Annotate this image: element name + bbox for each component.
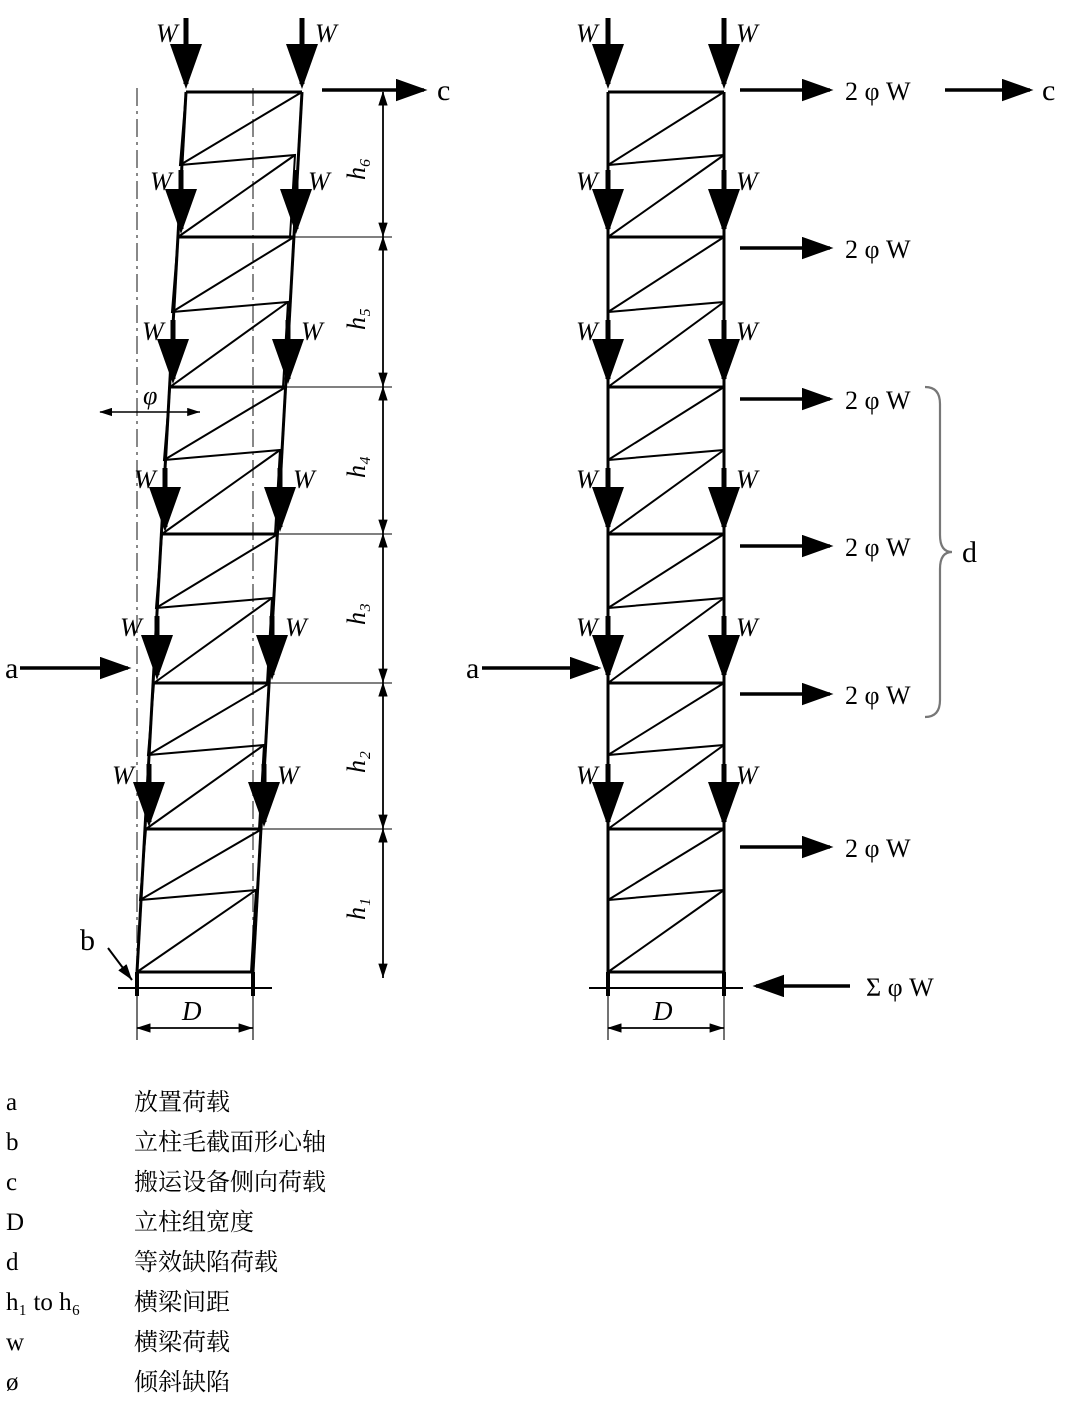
legend-row: [0, 1362, 1080, 1402]
horizontal-load-label: 2 φ W: [845, 235, 911, 264]
legend-description: 立柱毛截面形心轴: [134, 1129, 326, 1156]
horizontal-load-label: 2 φ W: [845, 681, 911, 710]
bay-height-label-h4: h₄: [342, 455, 371, 478]
legend-description: 放置荷载: [134, 1089, 230, 1116]
bay-height-labels: [342, 158, 371, 920]
callout-b-arrow: [108, 948, 132, 980]
bay-height-label-h5: h₅: [342, 307, 371, 330]
legend-row: [0, 1282, 1080, 1322]
left-frame: [5, 18, 450, 1040]
load-label-w: W: [576, 317, 598, 346]
legend-row: [0, 1242, 1080, 1282]
legend-description: 等效缺陷荷载: [134, 1249, 278, 1276]
load-label-w: W: [277, 761, 299, 790]
load-label-w: W: [736, 167, 758, 196]
load-label-w: W: [736, 465, 758, 494]
load-label-w: W: [736, 761, 758, 790]
legend-key: d: [6, 1249, 19, 1276]
horizontal-load-label: 2 φ W: [845, 386, 911, 415]
width-dimension-left: [137, 996, 253, 1040]
load-label-w: W: [736, 317, 758, 346]
bay-height-label-h2: h₂: [342, 750, 371, 773]
base-supports-right: [589, 972, 743, 996]
legend-description: 立柱组宽度: [134, 1209, 254, 1236]
width-label-left: D: [182, 996, 202, 1026]
load-label-w: W: [315, 19, 337, 48]
right-frame: [466, 18, 1055, 1040]
width-dimension-right: [608, 996, 724, 1040]
load-label-w: W: [576, 465, 598, 494]
legend-description: 横梁间距: [134, 1289, 230, 1316]
load-label-w: W: [293, 465, 315, 494]
callout-c-left: c: [437, 74, 451, 107]
horizontal-load-label: 2 φ W: [845, 834, 911, 863]
base-supports-left: [118, 972, 272, 996]
callout-d: d: [962, 536, 977, 569]
legend: [0, 1082, 1080, 1402]
legend-key: b: [6, 1129, 19, 1156]
horizontal-load-label: 2 φ W: [845, 533, 911, 562]
legend-row: [0, 1202, 1080, 1242]
legend-description: 搬运设备侧向荷载: [134, 1169, 326, 1196]
legend-description: 横梁荷载: [134, 1329, 230, 1356]
load-label-w: W: [736, 613, 758, 642]
right-frame-load-labels: [576, 19, 760, 790]
load-label-w: W: [308, 167, 330, 196]
callout-b-left: b: [80, 924, 95, 957]
callout-c-right: c: [1042, 74, 1056, 107]
callout-a-left: a: [5, 652, 19, 685]
load-label-w: W: [112, 761, 134, 790]
bay-height-label-h1: h₁: [342, 897, 371, 920]
legend-key: c: [6, 1169, 18, 1196]
legend-key: w: [6, 1329, 25, 1356]
horizontal-load-label: 2 φ W: [845, 77, 911, 106]
phi-label: φ: [143, 381, 158, 410]
legend-key: D: [6, 1209, 25, 1236]
bracing-right: [608, 92, 724, 972]
base-reaction-label: Σ φ W: [866, 973, 934, 1002]
load-label-w: W: [576, 613, 598, 642]
load-label-w: W: [301, 317, 323, 346]
legend-key: a: [6, 1089, 18, 1116]
legend-key: ø: [6, 1369, 19, 1396]
legend-key: h₁ to h₆: [6, 1289, 81, 1316]
load-label-w: W: [285, 613, 307, 642]
legend-description: 倾斜缺陷: [134, 1369, 230, 1396]
load-label-w: W: [576, 167, 598, 196]
legend-row: [0, 1322, 1080, 1362]
bay-height-dimensions: [262, 92, 392, 978]
load-label-w: W: [150, 167, 172, 196]
width-label-right: D: [653, 996, 673, 1026]
vertical-loads-right: [608, 18, 724, 822]
callout-a-right: a: [466, 652, 480, 685]
legend-row: [0, 1162, 1080, 1202]
legend-row: [0, 1122, 1080, 1162]
load-label-w: W: [576, 19, 598, 48]
load-label-w: W: [576, 761, 598, 790]
bay-height-label-h3: h₃: [342, 602, 371, 625]
load-label-w: W: [134, 465, 156, 494]
load-label-w: W: [736, 19, 758, 48]
bay-height-label-h6: h₆: [342, 157, 371, 180]
horizontal-load-labels: [845, 77, 911, 863]
legend-row: [0, 1082, 1080, 1122]
load-label-w: W: [156, 19, 178, 48]
d-brace: [925, 387, 952, 717]
load-label-w: W: [120, 613, 142, 642]
load-label-w: W: [142, 317, 164, 346]
